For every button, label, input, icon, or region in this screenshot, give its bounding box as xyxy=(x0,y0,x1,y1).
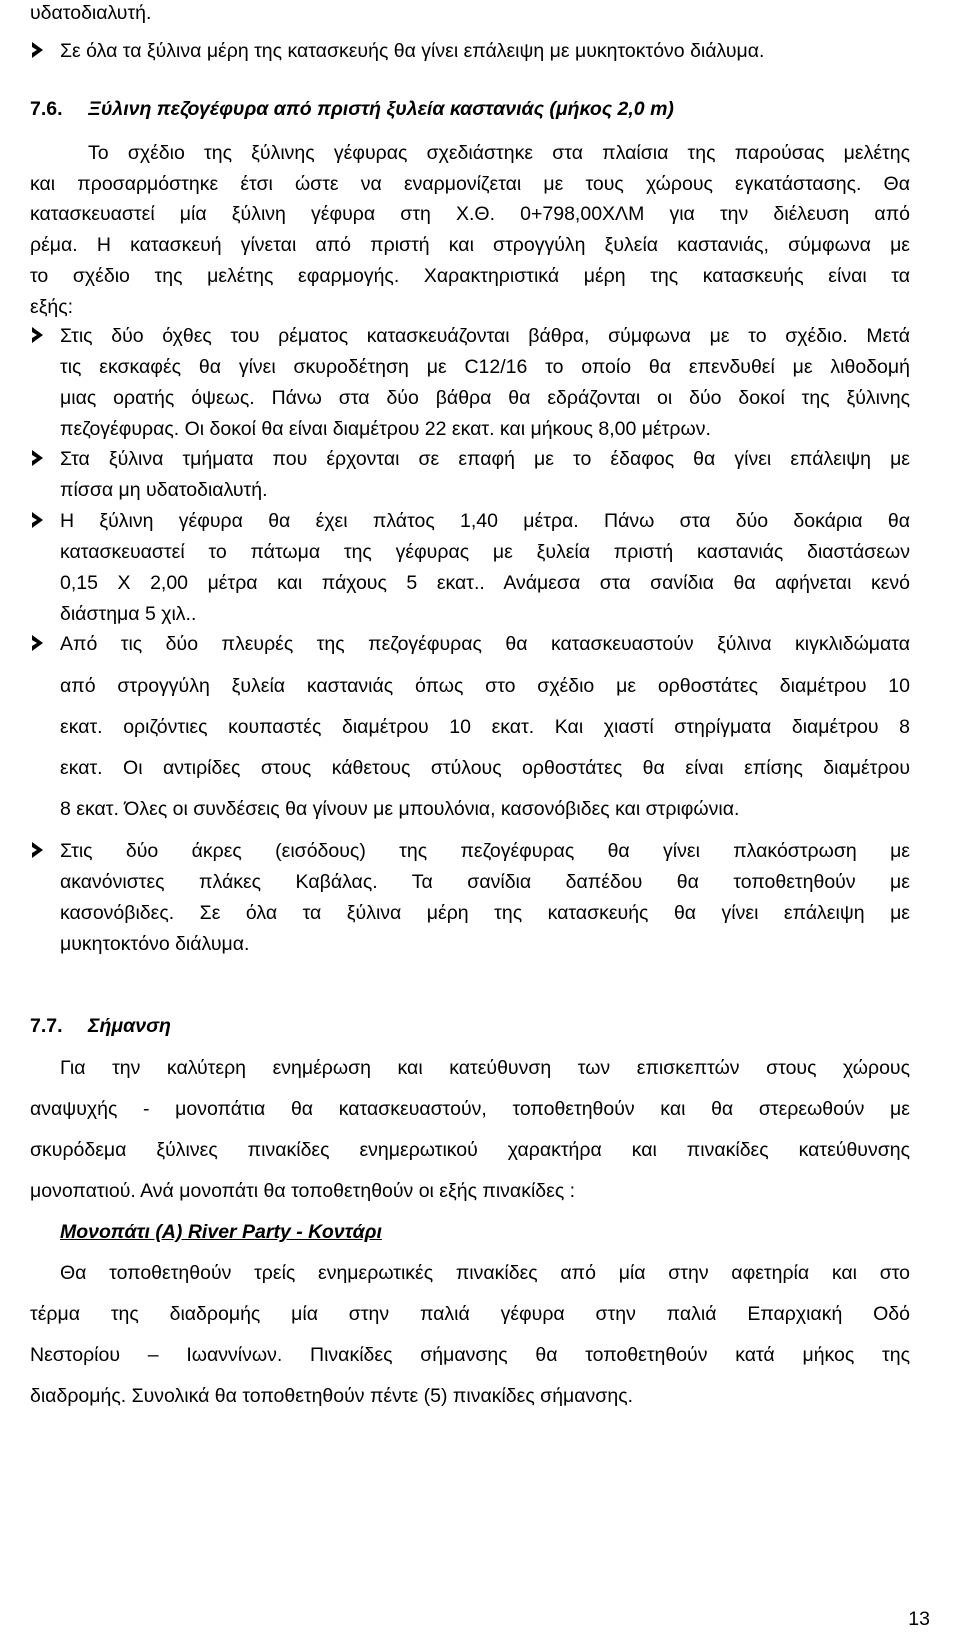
bullet-line: μυκητοκτόνο διάλυμα. xyxy=(60,933,250,955)
bullet-line: από στρογγύλη ξυλεία καστανιάς όπως στο σχέδιο με ορθοστάτες διαμέτρου 10 xyxy=(60,675,910,697)
section-7-6-para-line: κατασκευαστεί μία ξύλινη γέφυρα στη Χ.Θ. 0+798,00ΧΛΜ για την διέλευση από xyxy=(30,203,910,225)
bullet-line: τις εκσκαφές θα γίνει σκυροδέτηση με C12/16 το οποίο θα επενδυθεί με λιθοδομή xyxy=(60,356,910,378)
bullet-line: εκατ. οριζόντιες κουπαστές διαμέτρου 10 εκατ. Και χιαστί στηρίγματα διαμέτρου 8 xyxy=(60,716,910,738)
top-fragment-line: υδατοδιαλυτή. xyxy=(30,2,152,24)
bullet-line: 8 εκατ. Όλες οι συνδέσεις θα γίνουν με μπουλόνια, κασονόβιδες και στριφώνια. xyxy=(60,798,740,820)
trail-a-para-line: διαδρομής. Συνολικά θα τοποθετηθούν πέντε (5) πινακίδες σήμανσης. xyxy=(30,1385,634,1407)
trail-a-para-line: Θα τοποθετηθούν τρείς ενημερωτικές πινακίδες από μία στην αφετηρία και στο xyxy=(60,1262,910,1284)
section-7-6-para-line: το σχέδιο της μελέτης εφαρμογής. Χαρακτηριστικά μέρη της κατασκευής είναι τα xyxy=(30,265,910,287)
bullet-line: Από τις δύο πλευρές της πεζογέφυρας θα κατασκευαστούν ξύλινα κιγκλιδώματα xyxy=(60,633,910,655)
section-7-6-para-line: και προσαρμόστηκε έτσι ώστε να εναρμονίζεται με τους χώρους εγκατάστασης. Θα xyxy=(30,173,910,195)
section-7-6-title: Ξύλινη πεζογέφυρα από πριστή ξυλεία καστανιάς (μήκος 2,0 m) xyxy=(88,98,674,120)
section-7-7-number: 7.7. xyxy=(30,1015,63,1037)
bullet-line: Στα ξύλινα τμήματα που έρχονται σε επαφή με το έδαφος θα γίνει επάλειψη με xyxy=(60,448,910,470)
arrow-bullet-icon xyxy=(32,42,43,58)
section-7-7-para-line: Για την καλύτερη ενημέρωση και κατεύθυνση των επισκεπτών στους χώρους xyxy=(60,1057,910,1079)
page-number: 13 xyxy=(908,1608,930,1630)
trail-a-subheading: Μονοπάτι (Α) River Party - Κοντάρι xyxy=(60,1221,382,1243)
section-7-7-para-line: μονοπατιού. Ανά μονοπάτι θα τοποθετηθούν οι εξής πινακίδες : xyxy=(30,1180,576,1202)
section-7-7-title: Σήμανση xyxy=(88,1015,171,1037)
section-7-7-para-line: σκυρόδεμα ξύλινες πινακίδες ενημερωτικού χαρακτήρα και πινακίδες κατεύθυνσης xyxy=(30,1139,910,1161)
bullet-line: Η ξύλινη γέφυρα θα έχει πλάτος 1,40 μέτρα. Πάνω στα δύο δοκάρια θα xyxy=(60,510,910,532)
bullet-line: πεζογέφυρας. Οι δοκοί θα είναι διαμέτρου 22 εκατ. και μήκους 8,00 μέτρων. xyxy=(60,418,711,440)
bullet-line: κασονόβιδες. Σε όλα τα ξύλινα μέρη της κατασκευής θα γίνει επάλειψη με xyxy=(60,902,910,924)
bullet-line: διάστημα 5 χιλ.. xyxy=(60,603,197,625)
arrow-bullet-icon xyxy=(32,512,43,528)
bullet-line: μιας ορατής όψεως. Πάνω στα δύο βάθρα θα εδράζονται οι δύο δοκοί της ξύλινης xyxy=(60,387,910,409)
arrow-bullet-icon xyxy=(32,635,43,651)
bullet-line: πίσσα μη υδατοδιαλυτή. xyxy=(60,479,268,501)
arrow-bullet-icon xyxy=(32,450,43,466)
bullet-line: ακανόνιστες πλάκες Καβάλας. Τα σανίδια δαπέδου θα τοποθετηθούν με xyxy=(60,871,910,893)
arrow-bullet-icon xyxy=(32,327,43,343)
section-7-6-number: 7.6. xyxy=(30,98,63,120)
arrow-bullet-icon xyxy=(32,842,43,858)
intro-bullet-text: Σε όλα τα ξύλινα μέρη της κατασκευής θα γίνει επάλειψη με μυκητοκτόνο διάλυμα. xyxy=(60,40,765,62)
bullet-line: Στις δύο όχθες του ρέματος κατασκευάζονται βάθρα, σύμφωνα με το σχέδιο. Μετά xyxy=(60,325,910,347)
section-7-6-para-line: εξής: xyxy=(30,296,74,318)
section-7-6-para-line: ρέμα. Η κατασκευή γίνεται από πριστή και στρογγύλη ξυλεία καστανιάς, σύμφωνα με xyxy=(30,234,910,256)
section-7-6-para-line: Το σχέδιο της ξύλινης γέφυρας σχεδιάστηκε στα πλαίσια της παρούσας μελέτης xyxy=(88,142,910,164)
bullet-line: κατασκευαστεί το πάτωμα της γέφυρας με ξυλεία πριστή καστανιάς διαστάσεων xyxy=(60,541,910,563)
trail-a-para-line: Νεστορίου – Ιωαννίνων. Πινακίδες σήμανσης θα τοποθετηθούν κατά μήκος της xyxy=(30,1344,910,1366)
bullet-line: Στις δύο άκρες (εισόδους) της πεζογέφυρας θα γίνει πλακόστρωση με xyxy=(60,840,910,862)
section-7-7-para-line: αναψυχής - μονοπάτια θα κατασκευαστούν, τοποθετηθούν και θα στερεωθούν με xyxy=(30,1098,910,1120)
trail-a-para-line: τέρμα της διαδρομής μία στην παλιά γέφυρα στην παλιά Επαρχιακή Οδό xyxy=(30,1303,910,1325)
bullet-line: εκατ. Οι αντιρίδες στους κάθετους στύλους ορθοστάτες θα είναι επίσης διαμέτρου xyxy=(60,757,910,779)
bullet-line: 0,15 Χ 2,00 μέτρα και πάχους 5 εκατ.. Ανάμεσα στα σανίδια θα αφήνεται κενό xyxy=(60,572,910,594)
